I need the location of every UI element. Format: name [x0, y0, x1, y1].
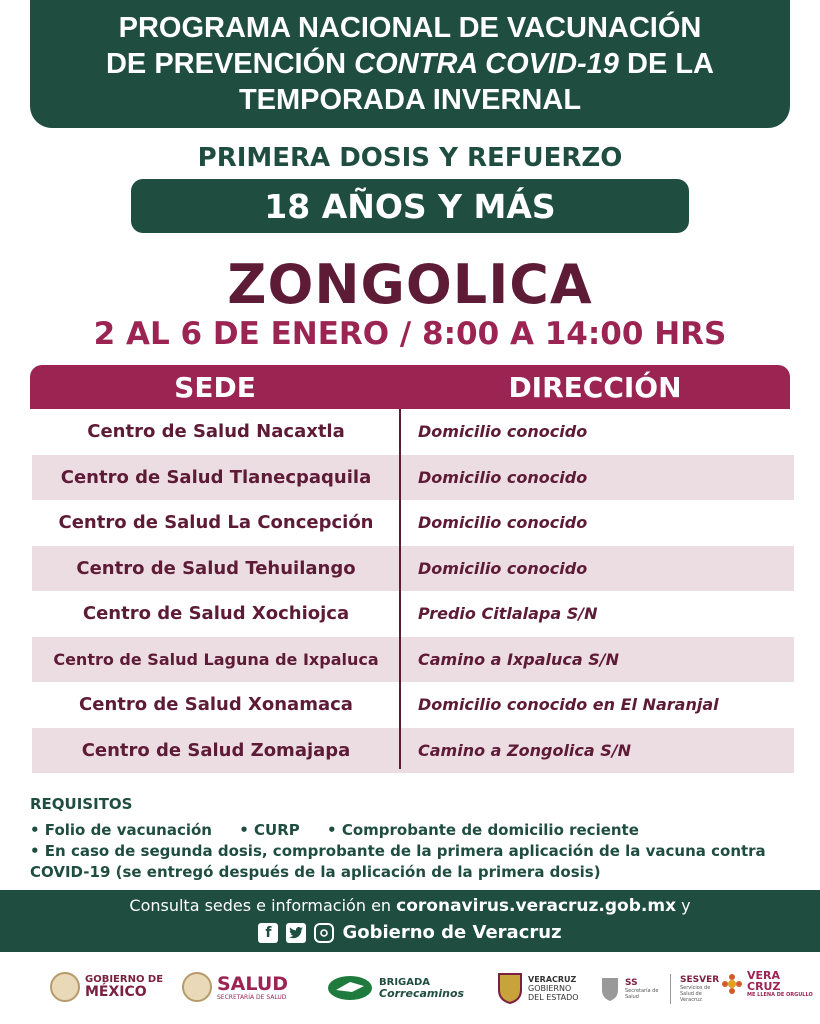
veracruz-orgullo-logo — [722, 970, 813, 998]
veracruz-gobierno-logo — [497, 972, 579, 1004]
table-row — [32, 455, 794, 501]
sede-cell: Centro de Salud Zomajapa — [81, 739, 351, 761]
logo-text: SALUD — [217, 972, 289, 995]
table-row — [32, 409, 794, 455]
sede-cell: Centro de Salud Tlanecpaquila — [60, 466, 372, 488]
header-sede: SEDE — [174, 371, 256, 404]
sede-cell: Centro de Salud Laguna de Ixpaluca — [53, 649, 379, 669]
header-line-2: DE PREVENCIÓN CONTRA COVID-19 DE LA — [105, 48, 714, 80]
sede-cell: Centro de Salud Xochiojca — [82, 603, 350, 625]
age-pill: 18 AÑOS Y MÁS — [131, 179, 689, 233]
veracruz-shield-icon — [497, 972, 523, 1004]
direccion-cell: Domicilio conocido en El Naranjal — [418, 695, 719, 715]
table-row — [32, 682, 794, 728]
direccion-cell: Domicilio conocido — [418, 558, 588, 578]
requisito-item: • Comprobante de domicilio reciente — [327, 821, 639, 839]
logo-text: DEL ESTADO — [528, 992, 579, 1002]
header-line-1: PROGRAMA NACIONAL DE VACUNACIÓN — [118, 12, 702, 44]
logo-text: Servicios de Salud de Veracruz — [680, 985, 711, 1003]
table-row — [32, 591, 794, 637]
requisitos-section — [30, 794, 800, 883]
sede-cell: Centro de Salud La Concepción — [58, 512, 374, 534]
dates-hours: 2 AL 6 DE ENERO / 8:00 A 14:00 HRS — [93, 316, 727, 352]
direccion-cell: Camino a Ixpaluca S/N — [418, 649, 620, 669]
direccion-cell: Camino a Zongolica S/N — [418, 740, 632, 760]
logo-text: Secretaría de Salud — [625, 988, 659, 1000]
header-line-3: TEMPORADA INVERNAL — [238, 84, 582, 116]
table-header — [30, 365, 790, 409]
ss-sesver-logo — [600, 974, 724, 1004]
twitter-icon[interactable] — [286, 923, 306, 943]
logo-text: GOBIERNO DE — [85, 974, 164, 985]
city-title: ZONGOLICA — [227, 253, 593, 316]
logo-text: CRUZ — [747, 980, 781, 993]
salud-logo — [182, 972, 288, 1002]
sede-cell: Centro de Salud Xonamaca — [79, 694, 353, 716]
sede-cell: Centro de Salud Nacaxtla — [87, 421, 345, 443]
header-banner — [30, 0, 790, 128]
direccion-cell: Predio Citlalapa S/N — [418, 604, 598, 624]
logo-text: VERACRUZ — [528, 974, 577, 984]
logo-text: VERA — [747, 969, 781, 982]
requisito-item: • CURP — [239, 821, 300, 839]
subtitle: PRIMERA DOSIS Y REFUERZO — [197, 143, 623, 173]
logo-text: ME LLENA DE ORGULLO — [747, 992, 813, 998]
logos-bar — [0, 962, 820, 1018]
requisitos-line-1 — [30, 820, 800, 841]
brigada-correcaminos-logo — [326, 974, 464, 1002]
table-row — [32, 500, 794, 546]
roadrunner-icon — [326, 974, 374, 1002]
social-label: Gobierno de Veracruz — [342, 922, 562, 943]
logo-text: GOBIERNO — [528, 983, 572, 993]
eagle-seal-icon — [50, 972, 80, 1002]
logo-text: MÉXICO — [85, 984, 147, 1000]
logo-text: SESVER — [680, 975, 720, 985]
gobierno-mexico-logo — [50, 972, 163, 1002]
instagram-icon[interactable] — [314, 923, 334, 943]
direccion-cell: Domicilio conocido — [418, 467, 588, 487]
facebook-icon[interactable]: f — [258, 923, 278, 943]
sede-cell: Centro de Salud Tehuilango — [76, 557, 356, 579]
table-divider — [399, 409, 401, 769]
flower-icon — [722, 974, 742, 994]
logo-text: BRIGADA — [379, 977, 431, 988]
requisitos-title: REQUISITOS — [30, 795, 133, 813]
requisitos-line-2: • En caso de segunda dosis, comprobante de la primera aplicación de la vacuna contra — [30, 842, 766, 860]
footer-band — [0, 890, 820, 952]
direccion-cell: Domicilio conocido — [418, 422, 588, 442]
eagle-seal-icon — [182, 972, 212, 1002]
direccion-cell: Domicilio conocido — [418, 513, 588, 533]
social-row — [0, 922, 820, 943]
website-link[interactable]: coronavirus.veracruz.gob.mx — [396, 896, 677, 916]
requisito-item: • Folio de vacunación — [30, 821, 212, 839]
logo-divider — [670, 974, 671, 1004]
consult-text: Consulta sedes e información en coronavirus.veracruz.gob.mx y — [129, 896, 691, 916]
header-direccion: DIRECCIÓN — [508, 371, 682, 404]
table-row — [32, 728, 794, 774]
table-body — [32, 409, 794, 773]
logo-text: SS — [625, 978, 638, 988]
table-row — [32, 546, 794, 592]
table-row — [32, 637, 794, 683]
requisitos-line-3: COVID-19 (se entregó después de la aplicación de la primera dosis) — [30, 863, 601, 881]
logo-text: SECRETARÍA DE SALUD — [217, 993, 287, 1001]
logo-text: Correcaminos — [379, 987, 465, 1000]
ss-shield-icon — [600, 976, 620, 1002]
